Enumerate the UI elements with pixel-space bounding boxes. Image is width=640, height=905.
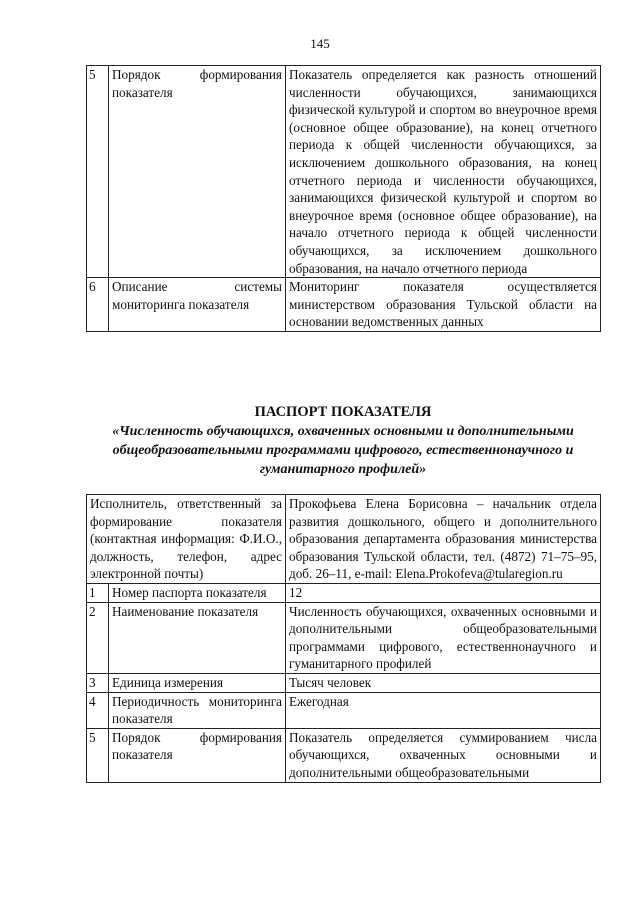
passport-heading xyxy=(86,403,600,479)
row-label: Порядок формирования показателя xyxy=(109,728,286,782)
row-number: 1 xyxy=(87,583,109,602)
executor-value: Прокофьева Елена Борисовна – начальник отдела развития дошкольного, общего и дополнительного образования департамента образования министерства образования Тульской области, тел. (4872) 71–75–95, доб. 26–11, e-mail: Elena.Prokofeva@tularegion.ru xyxy=(286,495,601,584)
row-value: Мониторинг показателя осуществляется министерством образования Тульской области на основании ведомственных данных xyxy=(286,278,601,332)
row-number: 5 xyxy=(87,728,109,782)
row-label: Порядок формирования показателя xyxy=(109,66,286,278)
passport-title: ПАСПОРТ ПОКАЗАТЕЛЯ xyxy=(254,404,432,420)
executor-label: Исполнитель, ответственный за формирование показателя (контактная информация: Ф.И.О., должность, телефон, адрес электронной почты) xyxy=(87,495,286,584)
indicator-table-continued xyxy=(86,65,601,332)
row-value: Ежегодная xyxy=(286,692,601,728)
row-number: 2 xyxy=(87,602,109,673)
row-number: 3 xyxy=(87,673,109,692)
row-label: Периодичность мониторинга показателя xyxy=(109,692,286,728)
table-row xyxy=(87,583,601,602)
row-label: Единица измерения xyxy=(109,673,286,692)
table-row xyxy=(87,495,601,584)
table-row xyxy=(87,278,601,332)
row-value: Численность обучающихся, охваченных основными и дополнительными общеобразовательными программами цифрового, естественнонаучного и гуманитарного профилей xyxy=(286,602,601,673)
row-value: Тысяч человек xyxy=(286,673,601,692)
row-number: 4 xyxy=(87,692,109,728)
passport-table xyxy=(86,494,601,783)
row-label: Номер паспорта показателя xyxy=(109,583,286,602)
row-label: Наименование показателя xyxy=(109,602,286,673)
row-value: Показатель определяется как разность отношений численности обучающихся, занимающихся физической культурой и спортом во внеурочное время (основное общее образование), на конец отчетного периода к общей численности обучающихся, за исключением дошкольного образования, на конец отчетного периода и численности обучающихся, занимающихся физической культурой и спортом во внеурочное время (основное общее образование), на начало отчетного периода к общей численности обучающихся, за исключением дошкольного образования, на начало отчетного периода xyxy=(286,66,601,278)
row-value: 12 xyxy=(286,583,601,602)
table-row xyxy=(87,602,601,673)
row-number: 5 xyxy=(87,66,109,278)
row-label: Описание системы мониторинга показателя xyxy=(109,278,286,332)
table-row xyxy=(87,728,601,782)
table-row xyxy=(87,673,601,692)
row-number: 6 xyxy=(87,278,109,332)
table-row xyxy=(87,66,601,278)
table-row xyxy=(87,692,601,728)
passport-subtitle: «Численность обучающихся, охваченных основными и дополнительными общеобразовательными программами цифрового, естественнонаучного и гуманитарного профилей» xyxy=(112,424,574,477)
page-number: 145 xyxy=(310,36,330,51)
row-value: Показатель определяется суммированием числа обучающихся, охваченных основными и дополнительными общеобразовательными xyxy=(286,728,601,782)
